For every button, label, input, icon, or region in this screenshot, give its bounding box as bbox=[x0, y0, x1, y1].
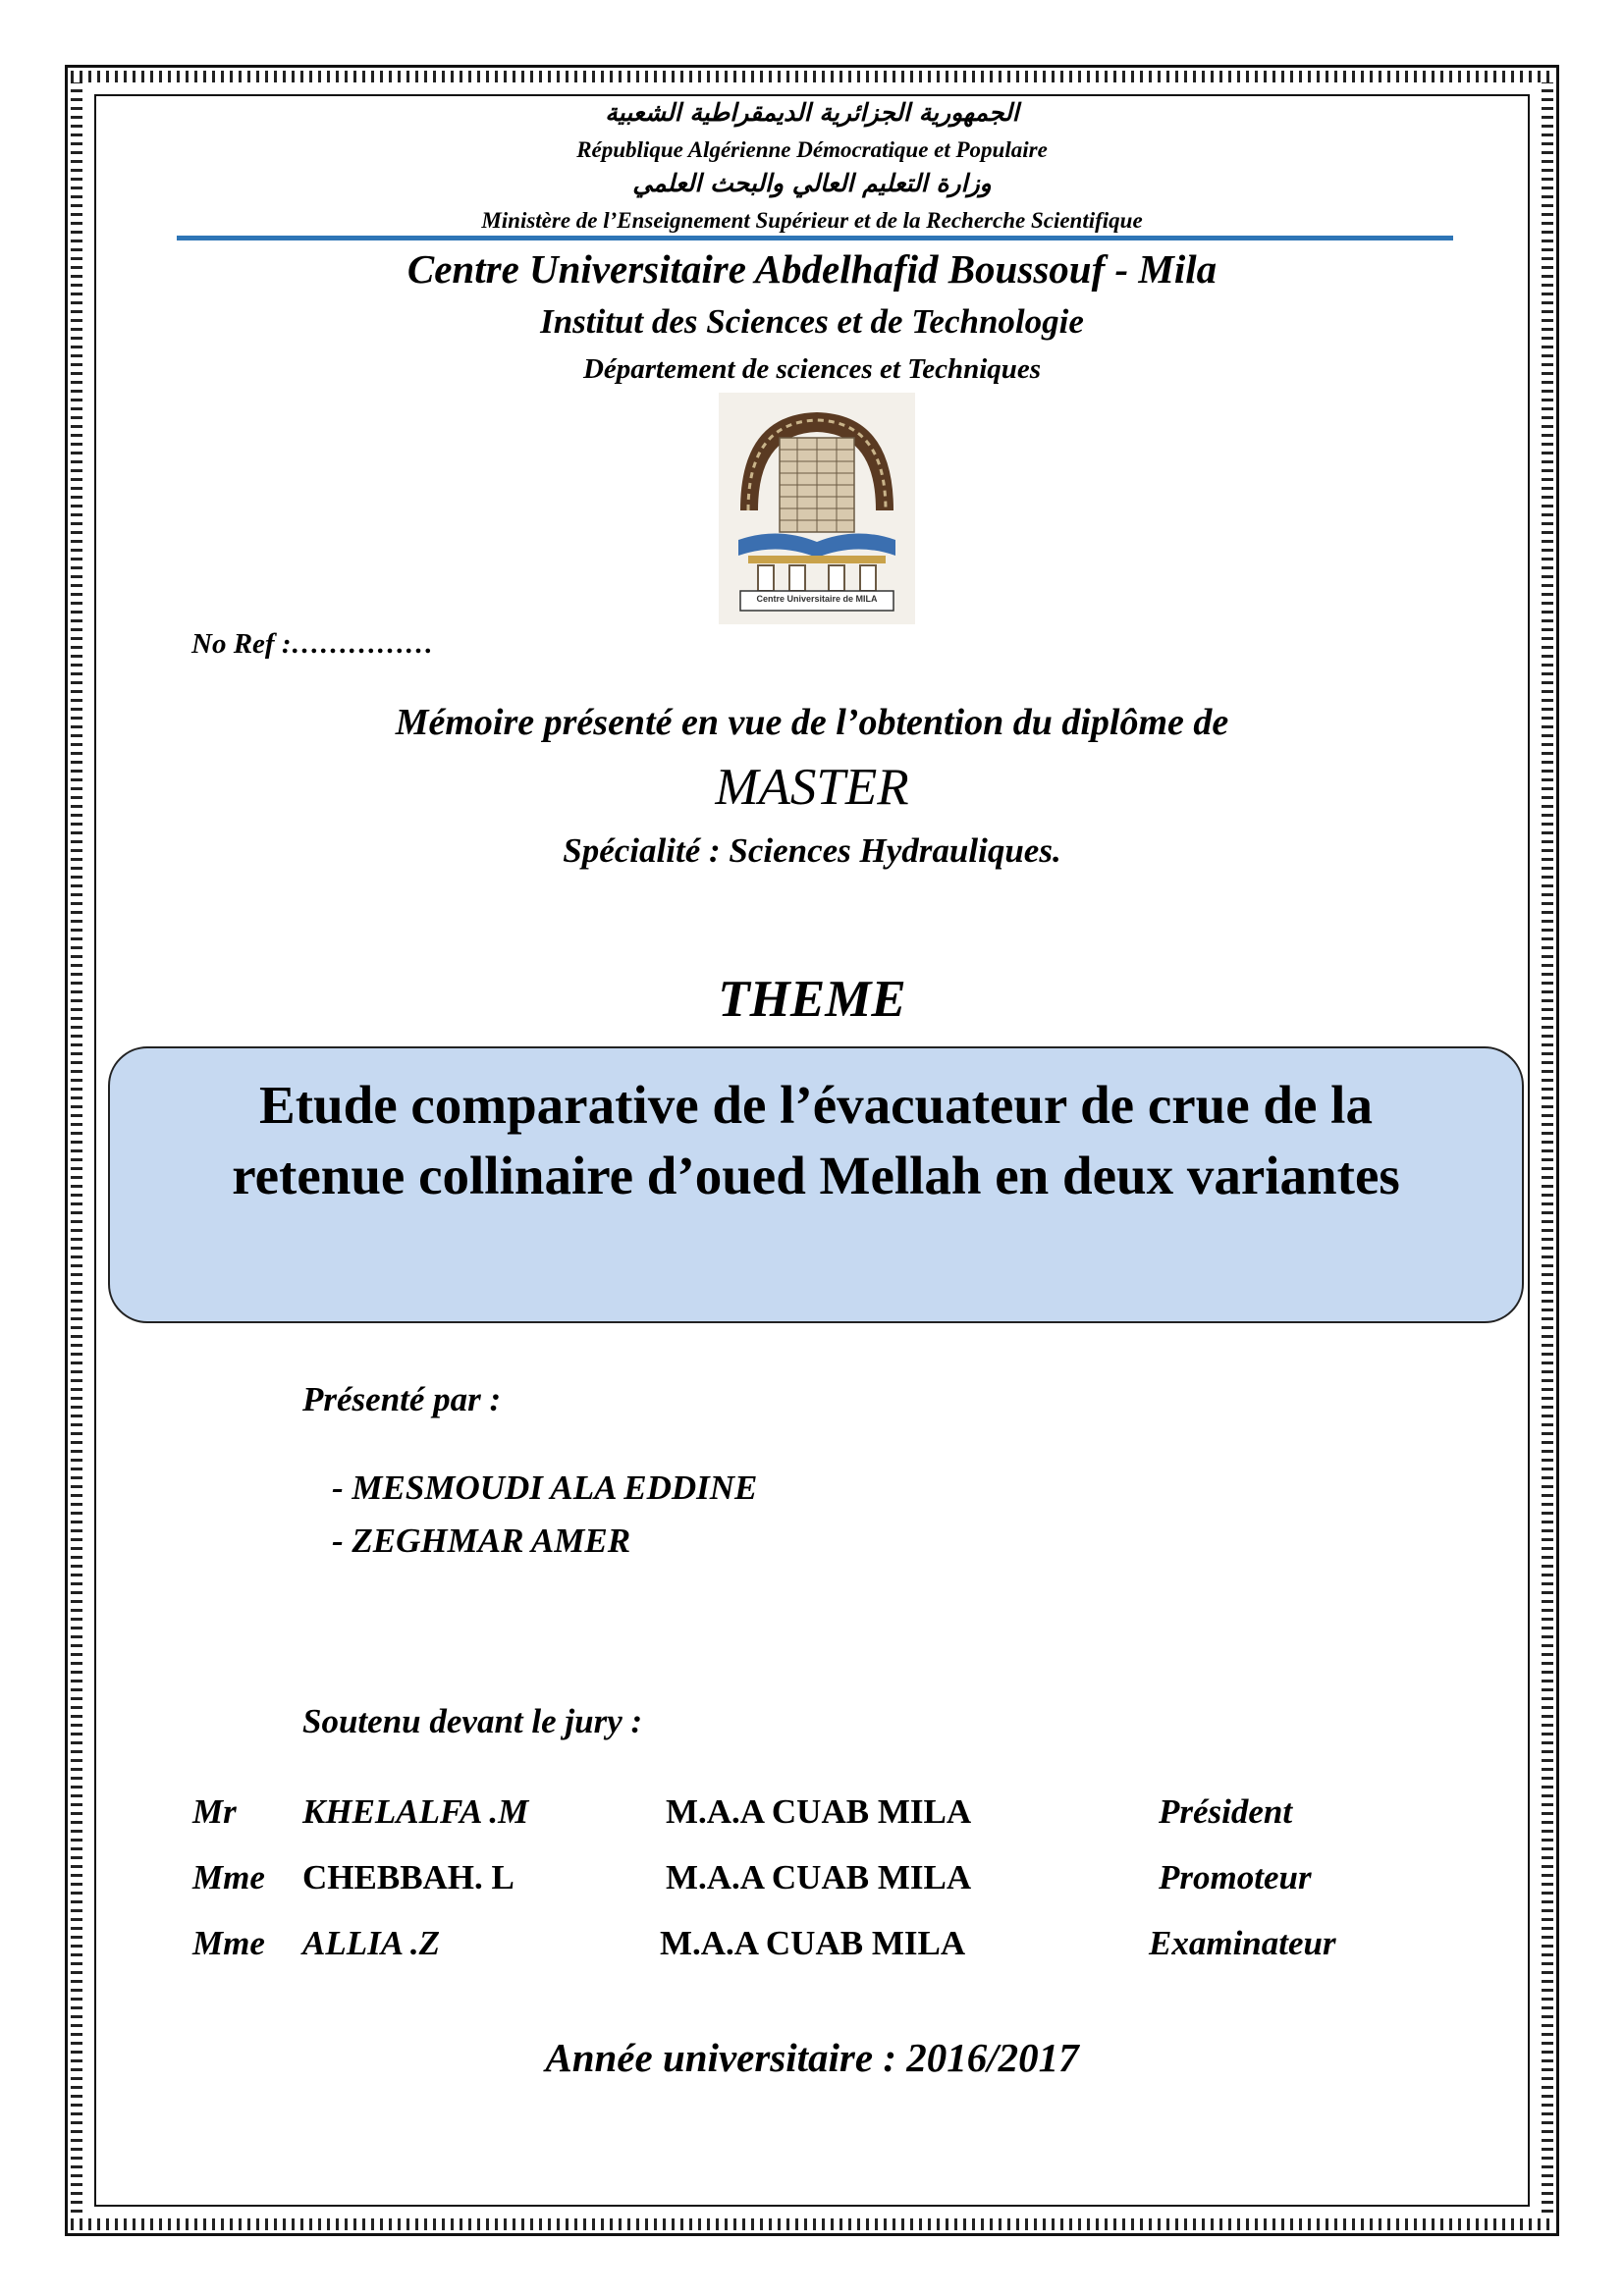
jury-title: Mme bbox=[192, 1924, 265, 1962]
jury-role: Président bbox=[1159, 1792, 1293, 1831]
centre-name: Centre Universitaire Abdelhafid Boussouf - Mila bbox=[406, 246, 1218, 292]
university-logo-icon bbox=[719, 393, 915, 624]
jury-role: Promoteur bbox=[1159, 1858, 1312, 1896]
departement-name: Département de sciences et Techniques bbox=[582, 353, 1042, 385]
republic-line: République Algérienne Démocratique et Populaire bbox=[576, 137, 1048, 162]
theme-title bbox=[108, 1070, 1524, 1211]
student-1: - MESMOUDI ALA EDDINE bbox=[332, 1468, 758, 1507]
jury-grade: M.A.A CUAB MILA bbox=[666, 1792, 972, 1831]
jury-grade: M.A.A CUAB MILA bbox=[660, 1924, 966, 1962]
jury-role: Examinateur bbox=[1149, 1924, 1336, 1962]
student-2: - ZEGHMAR AMER bbox=[332, 1522, 631, 1560]
jury-title: Mr bbox=[192, 1792, 237, 1831]
institut-name: Institut des Sciences et de Technologie bbox=[540, 302, 1084, 341]
ref-number: No Ref :…………… bbox=[191, 628, 434, 660]
ministry-line: Ministère de l’Enseignement Supérieur et de la Recherche Scientifique bbox=[481, 208, 1143, 233]
jury-label: Soutenu devant le jury : bbox=[302, 1702, 643, 1740]
memoire-intro: Mémoire présenté en vue de l’obtention du diplôme de bbox=[395, 702, 1229, 743]
header-rule bbox=[177, 236, 1453, 240]
university-logo bbox=[719, 393, 915, 624]
jury-title: Mme bbox=[192, 1858, 265, 1896]
theme-title-line2: retenue collinaire d’oued Mellah en deux variantes bbox=[232, 1146, 1400, 1205]
jury-grade: M.A.A CUAB MILA bbox=[666, 1858, 972, 1896]
arabic-republic: الجمهورية الجزائرية الديمقراطية الشعبية bbox=[605, 98, 1019, 127]
theme-label: THEME bbox=[718, 971, 906, 1028]
jury-name: ALLIA .Z bbox=[302, 1924, 441, 1962]
presented-label: Présenté par : bbox=[302, 1380, 502, 1418]
theme-title-line1: Etude comparative de l’évacuateur de crue de la bbox=[259, 1075, 1373, 1135]
logo-caption: Centre Universitaire de MILA bbox=[756, 594, 878, 604]
jury-name: CHEBBAH. L bbox=[302, 1858, 514, 1896]
arabic-ministry: وزارة التعليم العالي والبحث العلمي bbox=[632, 169, 992, 197]
academic-year: Année universitaire : 2016/2017 bbox=[545, 2035, 1079, 2080]
specialite: Spécialité : Sciences Hydrauliques. bbox=[563, 831, 1061, 870]
degree-title: MASTER bbox=[715, 759, 909, 816]
jury-name: KHELALFA .M bbox=[302, 1792, 529, 1831]
